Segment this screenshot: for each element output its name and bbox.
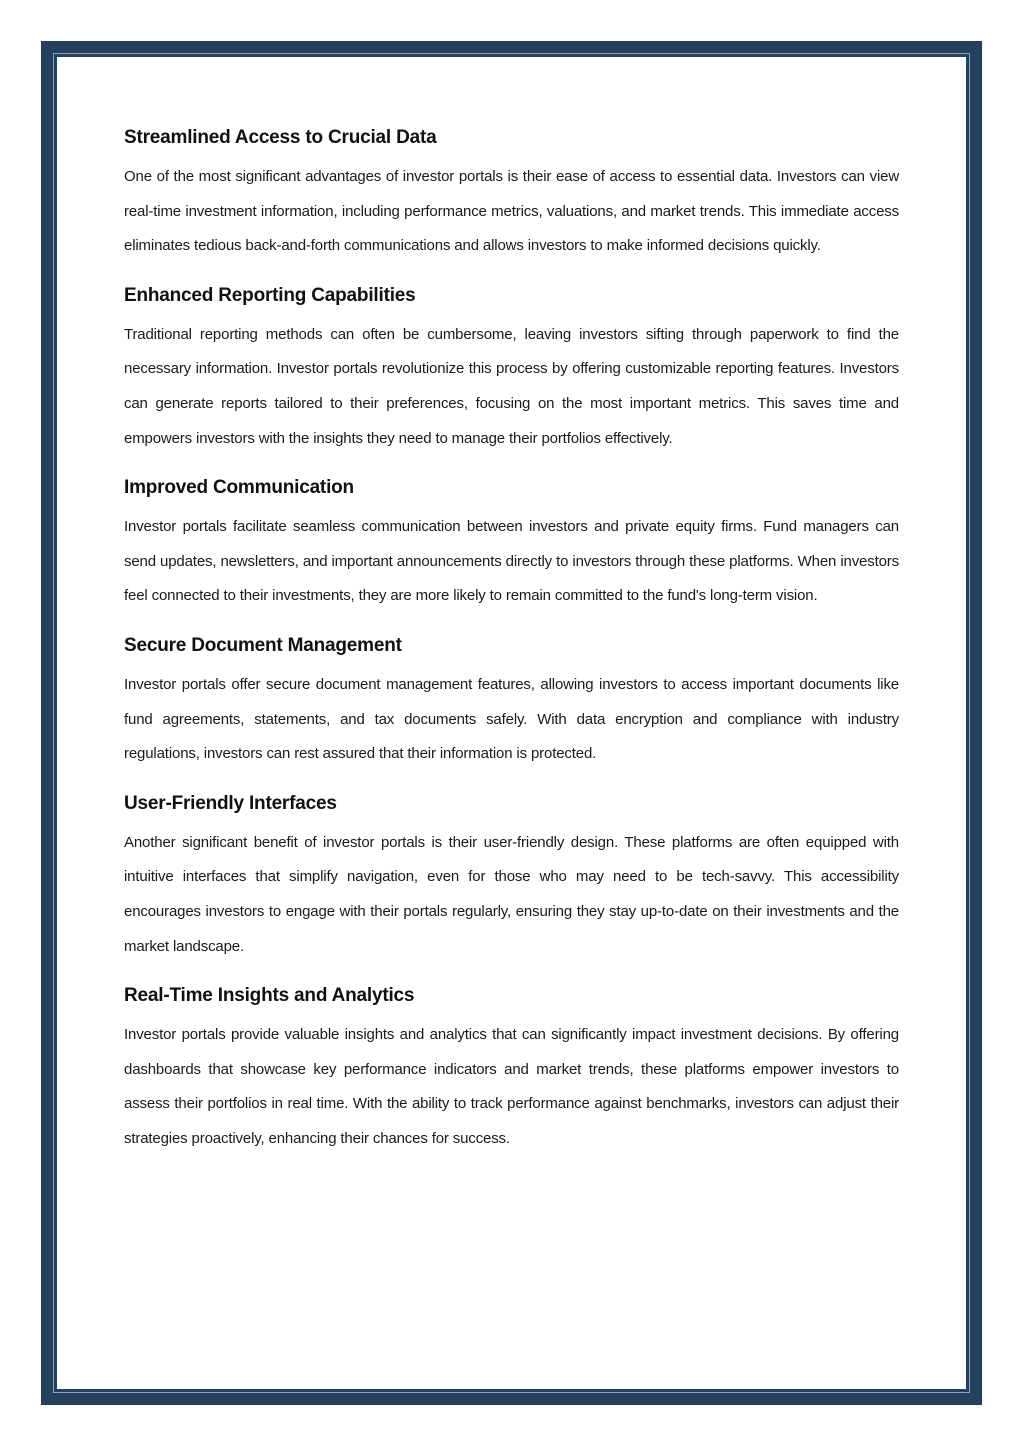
section-paragraph: Investor portals facilitate seamless communication between investors and private equity firms. Fund managers can send updates, newsletters, and important announcements directly to investors through these platforms. When investors feel connected to their investments, they are more likely to remain committed to the fund's long-term vision. bbox=[124, 518, 899, 605]
section-streamlined-access bbox=[124, 122, 899, 264]
section-paragraph: Investor portals offer secure document management features, allowing investors to access important documents like fund agreements, statements, and tax documents safely. With data encryption and compliance with industry regulations, investors can rest assured that their information is protected. bbox=[124, 675, 899, 763]
section-improved-communication bbox=[124, 472, 899, 614]
section-secure-documents bbox=[124, 630, 899, 772]
section-real-time-insights bbox=[124, 980, 899, 1156]
section-paragraph: One of the most significant advantages of investor portals is their ease of access to essential data. Investors can view real-time investment information, including performance metrics, valuations, and market trends. This immediate access eliminates tedious back-and-forth communications and allows investors to make informed decisions quickly. bbox=[124, 168, 899, 255]
section-heading: Real-Time Insights and Analytics bbox=[124, 985, 415, 1007]
section-heading: Streamlined Access to Crucial Data bbox=[124, 127, 437, 148]
section-enhanced-reporting bbox=[124, 280, 899, 456]
section-paragraph: Another significant benefit of investor portals is their user-friendly design. These platforms are often equipped with intuitive interfaces that simplify navigation, even for those who may need to be tech-savvy. This accessibility encourages investors to engage with their portals regularly, ensuring they stay up-to-date on their investments and the market landscape. bbox=[124, 833, 899, 955]
section-paragraph: Traditional reporting methods can often be cumbersome, leaving investors sifting through paperwork to find the necessary information. Investor portals revolutionize this process by offering customizable reporting features. Investors can generate reports tailored to their preferences, focusing on the most important metrics. This saves time and empowers investors with the insights they need to manage their portfolios effectively. bbox=[124, 325, 899, 447]
section-paragraph: Investor portals provide valuable insights and analytics that can significantly impact investment decisions. By offering dashboards that showcase key performance indicators and market trends, these platforms empower investors to assess their portfolios in real time. With the ability to track performance against benchmarks, investors can adjust their strategies proactively, enhancing their chances for success. bbox=[124, 1026, 899, 1147]
document-content bbox=[124, 122, 899, 1172]
section-user-friendly bbox=[124, 788, 899, 964]
section-heading: Enhanced Reporting Capabilities bbox=[124, 284, 416, 306]
section-heading: User-Friendly Interfaces bbox=[124, 792, 337, 814]
section-heading: Secure Document Management bbox=[124, 634, 402, 656]
section-heading: Improved Communication bbox=[124, 477, 354, 499]
